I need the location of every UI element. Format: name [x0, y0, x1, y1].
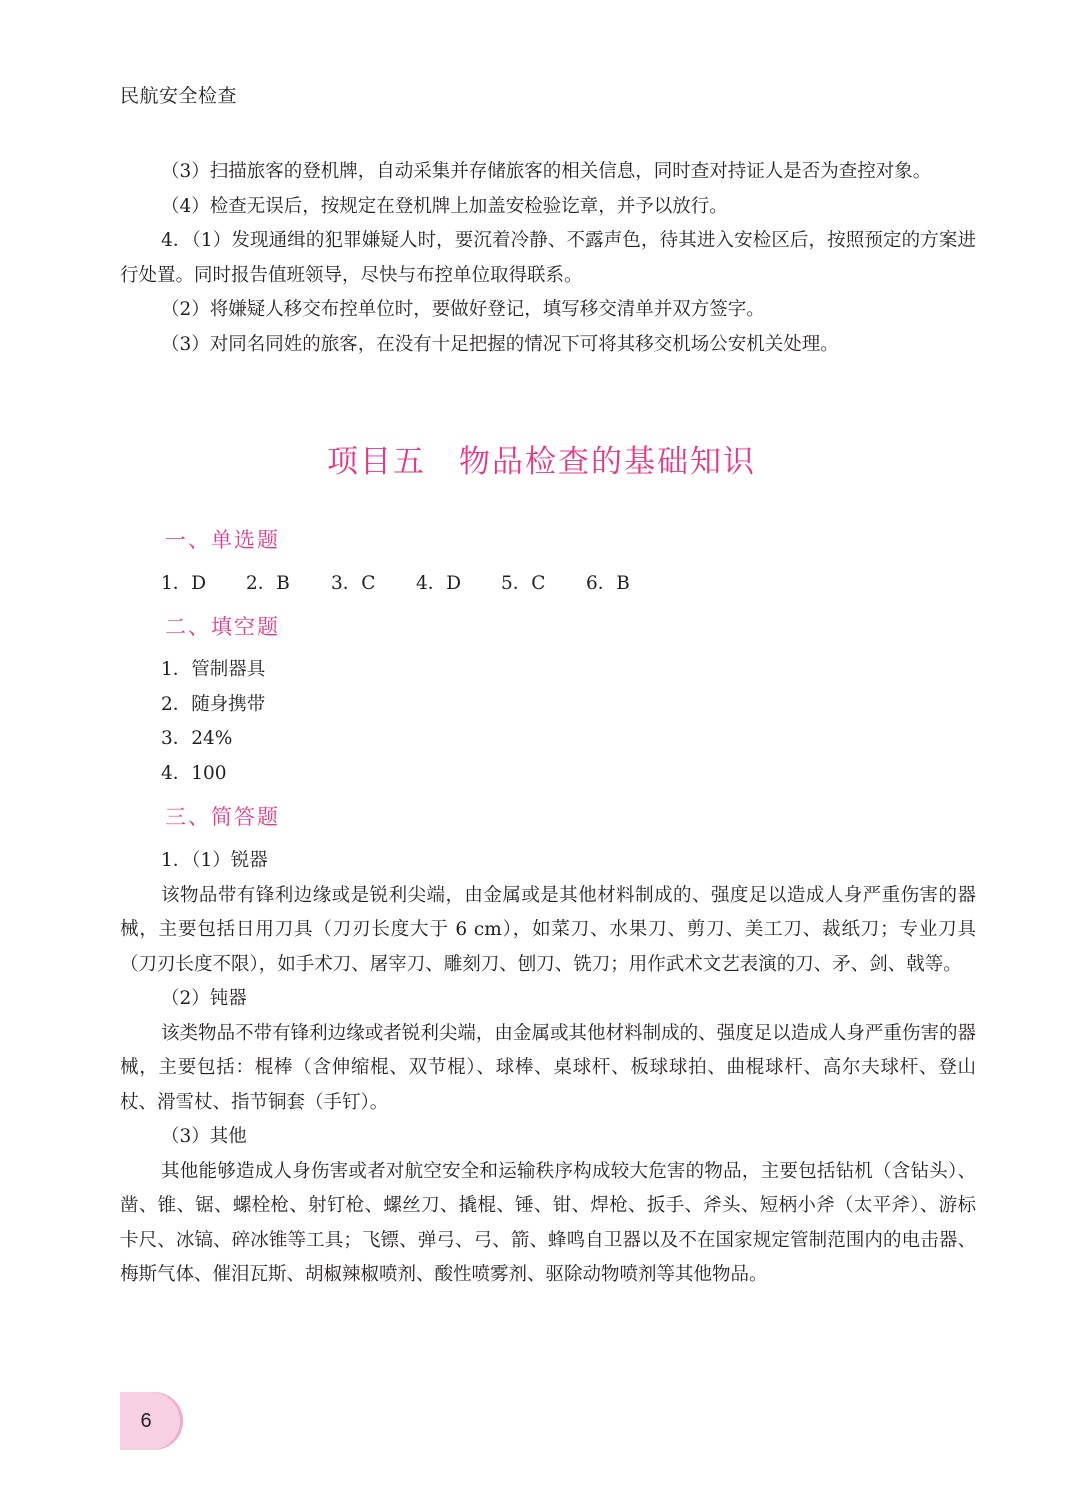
paragraph: （3）对同名同姓的旅客，在没有十足把握的情况下可将其移交机场公安机关处理。 — [161, 333, 839, 355]
heading-single-choice: 一、单选题 — [165, 528, 280, 552]
paragraph: （3）扫描旅客的登机牌，自动采集并存储旅客的相关信息，同时查对持证人是否为查控对象。 — [161, 161, 932, 182]
paragraph: 其他能够造成人身伤害或者对航空安全和运输秩序构成较大危害的物品，主要包括钻机（含钻头）、凿、锥、锯、螺栓枪、射钉枪、螺丝刀、撬棍、锤、钳、焊枪、扳手、斧头、短柄小斧（太平斧）、游标卡尺、冰镐、碎冰锥等工具；飞镖、弹弓、弓、箭、蜂鸣自卫器以及不在国家规定管制范围内的电击器、梅斯气体、催泪瓦斯、胡椒辣椒喷剂、酸性喷雾剂、驱除动物喷剂等其他物品。 — [120, 1160, 976, 1285]
answer-item: 3．C — [331, 573, 376, 594]
subheading-other: （3）其他 — [161, 1126, 247, 1147]
answer-item: 1．D — [161, 573, 207, 594]
paragraph: 该物品带有锋利边缘或是锐利尖端，由金属或是其他材料制成的、强度足以造成人身严重伤害的器械，主要包括日用刀具（刀刃长度大于 6 cm），如菜刀、水果刀、剪刀、美工刀、裁纸刀；专业刀具（刀刃长度不限），如手术刀、屠宰刀、雕刻刀、刨刀、铣刀；用作武术文艺表演的刀、矛、剑、戟等。 — [120, 884, 976, 975]
answer-item: 3．24% — [161, 728, 233, 749]
single-choice-answers — [161, 569, 671, 599]
paragraph: （4）检查无误后，按规定在登机牌上加盖安检验讫章，并予以放行。 — [161, 195, 728, 217]
top-paragraphs — [120, 155, 976, 362]
answer-item: 2．随身携带 — [161, 693, 266, 715]
heading-short-answer: 三、简答题 — [165, 805, 280, 829]
heading-fill-blank: 二、填空题 — [165, 615, 280, 639]
page-number-tab — [120, 1392, 180, 1450]
section-title: 项目五 物品检查的基础知识 — [327, 444, 756, 480]
paragraph: 4．（1）发现通缉的犯罪嫌疑人时，要沉着冷静、不露声色，待其进入安检区后，按照预定的方案进行处置。同时报告值班领导，尽快与布控单位取得联系。 — [120, 230, 976, 286]
subheading-sharp: 1．（1）锐器 — [161, 850, 268, 871]
short-answer-body — [120, 844, 976, 1293]
answer-item: 1．管制器具 — [161, 659, 266, 680]
subheading-blunt: （2）钝器 — [161, 988, 247, 1009]
page-number: 6 — [140, 1410, 152, 1432]
paragraph: （2）将嫌疑人移交布控单位时，要做好登记，填写移交清单并双方签字。 — [161, 299, 765, 320]
answer-item: 4．100 — [161, 762, 227, 784]
answer-item: 2．B — [246, 573, 290, 594]
paragraph: 该类物品不带有锋利边缘或者锐利尖端，由金属或其他材料制成的、强度足以造成人身严重伤害的器械，主要包括：棍棒（含伸缩棍、双节棍）、球棒、桌球杆、板球球拍、曲棍球杆、高尔夫球杆、登山杖、滑雪杖、指节铜套（手钉）。 — [120, 1022, 976, 1113]
fill-blank-answers — [161, 653, 265, 791]
running-head: 民航安全检查 — [120, 85, 238, 107]
answer-item: 5．C — [501, 573, 546, 594]
answer-item: 6．B — [586, 573, 630, 594]
answer-item: 4．D — [416, 573, 462, 594]
